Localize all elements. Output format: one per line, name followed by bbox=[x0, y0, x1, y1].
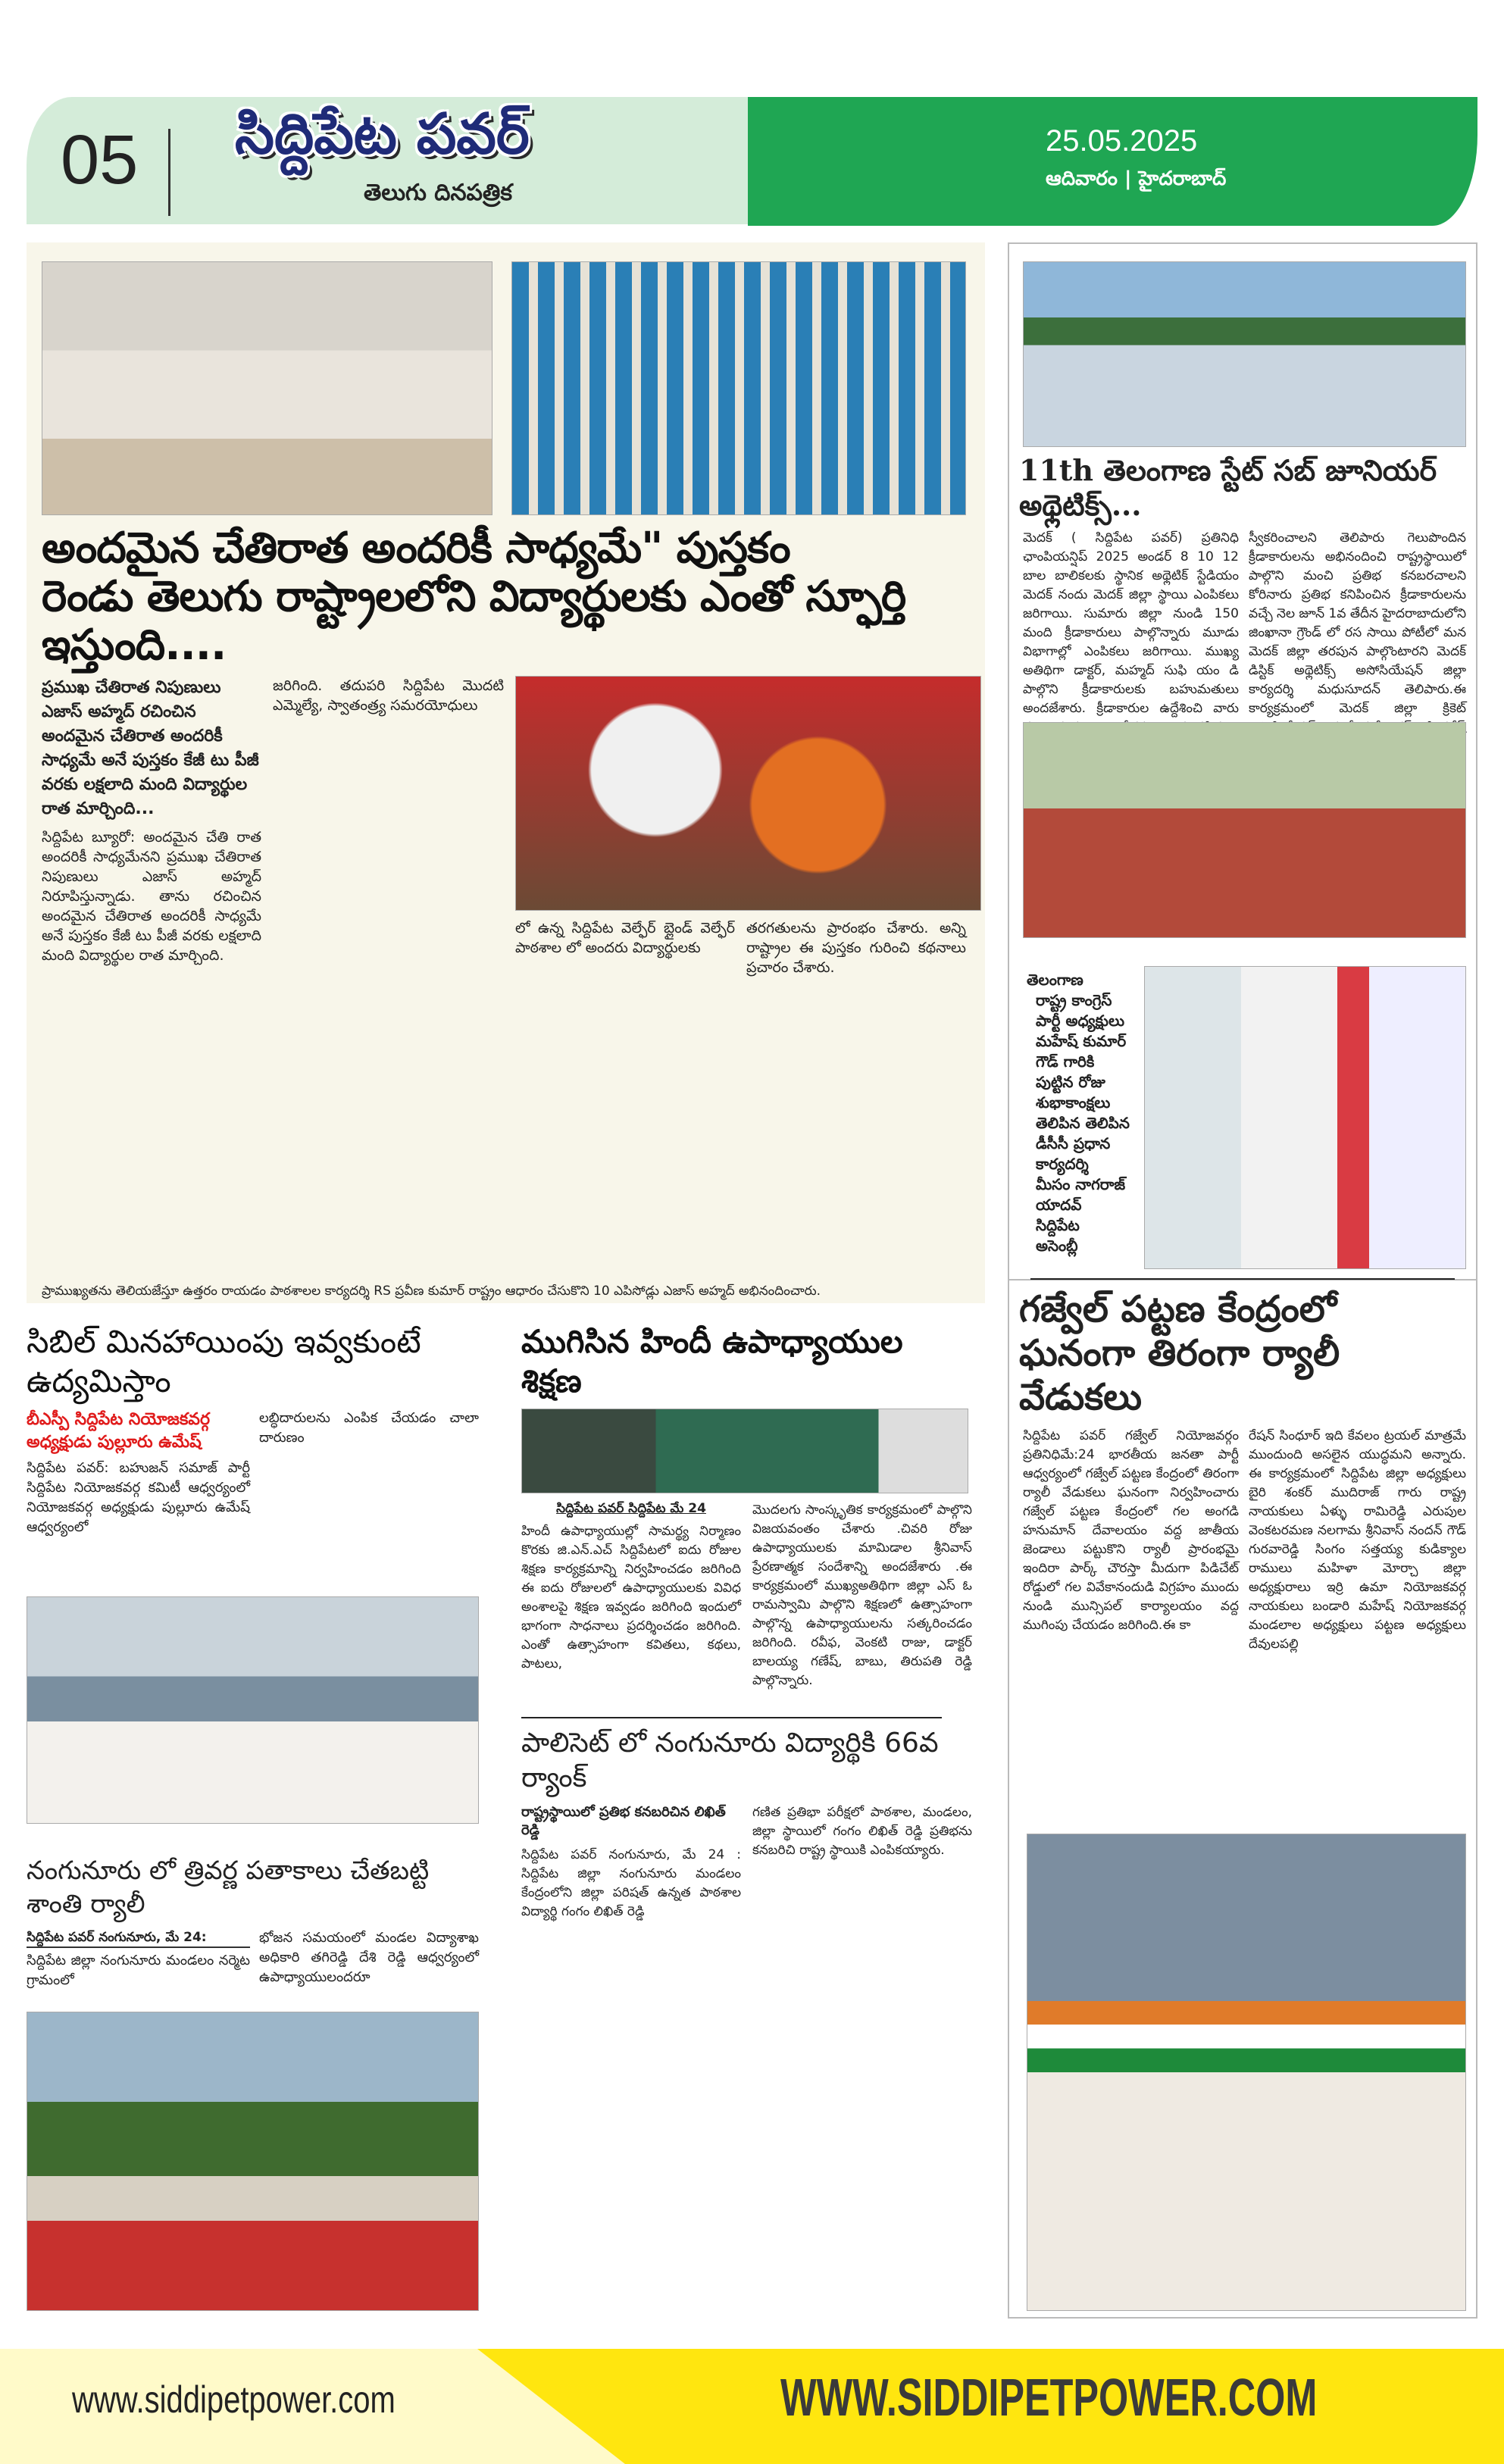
birthday-line: మహేష్ కుమార్ bbox=[1036, 1032, 1127, 1050]
hindi-headline: ముగిసిన హిందీ ఉపాధ్యాయుల శిక్షణ bbox=[521, 1323, 903, 1399]
cibil-body-col1: సిద్దిపేట పవర్: బహుజన్ సమాజ్ పార్టీ సిద్దిపేట నియోజకవర్గ కమిటీ ఆధ్వర్యంలో నియోజకవర్గ అధ్యక్షుడు పుల్లూరు ఉమేష్ ఆధ్వర్యంలో bbox=[27, 1460, 250, 1535]
polycet-body-col2: గణిత ప్రతిభా పరీక్షలో పాఠశాల, మండలం, జిల్లా స్థాయిలో గంగం లిఖిత్ రెడ్డి ప్రతిభను కనబరిచి రాష్ట్ర స్థాయికి ఎంపికయ్యారు. bbox=[752, 1805, 972, 1858]
page-number: 05 bbox=[61, 121, 139, 199]
photo-students-with-books bbox=[42, 261, 492, 515]
lead-headline-line1: అందమైన చేతిరాత అందరికీ సాధ్యమే" పుస్తకం bbox=[42, 524, 790, 573]
rally-body-col1: సిద్దిపేట జిల్లా నంగునూరు మండలం నర్మెట గ్రామంలో bbox=[27, 1953, 250, 1988]
birthday-line: రాష్ట్ర కాంగ్రెస్ bbox=[1036, 991, 1112, 1009]
lead-body-col4: తరగతులను ప్రారంభం చేశారు. అన్ని రాష్ట్రాల ఈ పుస్తకం గురించి కథనాలు ప్రచారం చేశారు. bbox=[746, 920, 966, 976]
cibil-body-col2: లబ్ధిదారులను ఎంపిక చేయడం చాలా దారుణం bbox=[259, 1410, 479, 1446]
hindi-col-a bbox=[521, 1501, 741, 1709]
birthday-line: డీసీసీ ప్రధాన bbox=[1036, 1134, 1111, 1152]
divider bbox=[168, 129, 170, 216]
rally-columns bbox=[27, 1928, 479, 2004]
athletics-columns bbox=[1019, 529, 1466, 716]
birthday-line: పార్టీ అధ్యక్షులు bbox=[1036, 1012, 1125, 1030]
photo-bsp-memorandum bbox=[27, 1596, 479, 1824]
lead-headline bbox=[42, 524, 981, 670]
footer-url-left[interactable]: www.siddipetpower.com bbox=[72, 2378, 396, 2421]
hindi-body-col1: హిందీ ఉపాధ్యాయుల్లో సామర్థ్య నిర్మాణం కొరకు జి.ఎన్.ఎచ్ సిద్దిపేటలో ఐదు రోజుల శిక్షణ కార్యక్రమాన్ని నిర్వహించడం జరిగింది ఈ ఐదు రోజులలో ఉపాధ్యాయులకు వివిధ అంశాలపై శిక్షణ ఇవ్వడం జరిగింది ఇందులో భాగంగా సాధనాలు ప్రదర్శించడం జరిగింది. ఎంతో ఉత్సాహంగా కవితలు, కథలు, పాటలు, bbox=[521, 1524, 741, 1671]
lead-body-col1: సిద్దిపేట బ్యూరో: అందమైన చేతి రాత అందరికీ సాధ్యమేనని ప్రముఖ చేతిరాత నిపుణులు ఎజాస్ అహ్మద్ నిరూపిస్తున్నాడు. తాను రచించిన అందమైన చేతిరాత అందరికీ సాధ్యమే అనే పుస్తకం కేజీ టు పీజీ వరకు లక్షలాది మంది విద్యార్థుల రాత మార్చింది. bbox=[42, 829, 261, 964]
lead-col-a bbox=[42, 676, 261, 1276]
masthead-logo: సిద్దిపేట పవర్ bbox=[235, 102, 530, 167]
polycet-columns bbox=[521, 1803, 974, 2311]
rally-headline: నంగునూరు లో త్రివర్ణ పతాకాలు చేతబట్టి శాంతి ర్యాలీ bbox=[27, 1856, 430, 1919]
lead-columns bbox=[42, 676, 981, 1276]
photo-athletes-group bbox=[1023, 261, 1466, 447]
gajwel-columns bbox=[1019, 1427, 1466, 1824]
hindi-body-col2: మొదలగు సాంస్కృతిక కార్యక్రమంలో పాల్గొని విజయవంతం చేశారు .చివరి రోజు ఉపాధ్యాయులకు మామిడాల శ్రీనివాస్ ప్రేరణాత్మక సందేశాన్ని అందజేశారు .ఈ కార్యక్రమంలో ముఖ్యఅతిథిగా జిల్లా ఎస్ ఓ రామస్వామి పాల్గొని శిక్షణలో ఉత్సాహంగా పాల్గొన్న ఉపాధ్యాయులను సత్కరించడం జరిగింది. రవీఫ, వెంకటి రాజు, డాక్టర్ బాలయ్య గణేష్, బాబు, తిరుపతి రెడ్డి పాల్గొన్నారు. bbox=[752, 1502, 972, 1688]
rally-body-col2: భోజన సమయంలో మండల విద్యాశాఖ అధికారి తగిరెడ్డి దేశి రెడ్డి ఆధ్వర్యంలో ఉపాధ్యాయులందరూ bbox=[259, 1930, 479, 1985]
gajwel-body-col2: రేషన్ సింధూర్ ఇది కేవలం ట్రయల్ మాత్రమే ముందుంది అసలైన యుద్ధమని అన్నారు. ఈ కార్యక్రమంలో సిద్దిపేట జిల్లా అధ్యక్షులు బైరి శంకర్ ముదిరాజ్ గారు రాష్ట్ర నాయకులు ఏళ్ళు రామిరెడ్డి ఎరుపుల వెంకటరమణ నలగామ శ్రీనివాస్ నందన్ గౌడ్ గురవారెడ్డి సింగం సత్తయ్య కుడిక్యాల రాములు మహిళా మోర్చా జిల్లా అధ్యక్షురాలు ఇర్రి ఉమా నియోజకవర్గ నాయకులు బండారి మహేష్ నియోజకవర్గ మండలాల అధ్యక్షులు పట్టణ అధ్యక్షులు దేవులపల్లి bbox=[1249, 1428, 1466, 1652]
hindi-byline: సిద్దిపేట పవర్ సిద్దిపేట మే 24 bbox=[556, 1501, 706, 1516]
birthday-line: తెలంగాణ bbox=[1027, 971, 1083, 989]
lead-headline-line2: రెండు తెలుగు రాష్ట్రాలలోని విద్యార్థులకు ఎంతో స్ఫూర్తి ఇస్తుంది.... bbox=[42, 572, 906, 670]
polycet-col-a bbox=[521, 1803, 741, 2311]
photo-track-race bbox=[1023, 722, 1466, 938]
photo-classroom-students bbox=[511, 261, 966, 515]
polycet-body-col1: సిద్దిపేట పవర్ నంగునూరు, మే 24 : సిద్దిపేట జిల్లా నంగునూరు మండలం కేంద్రంలోని జిల్లా పరిషత్ ఉన్నత పాఠశాల విద్యార్థి గంగం లిఖిత్ రెడ్డి bbox=[521, 1847, 741, 1919]
tagline: తెలుగు దినపత్రిక bbox=[364, 180, 512, 206]
birthday-line: తెలిపిన తెలిపిన bbox=[1036, 1114, 1130, 1132]
lead-body-col2: జరిగింది. తదుపరి సిద్దిపేట మొదటి ఎమ్మెల్యే, స్వాతంత్ర్య సమరయోధులు bbox=[273, 677, 504, 714]
gajwel-headline-line1: గజ్వేల్ పట్టణ కేంద్రంలో bbox=[1019, 1288, 1337, 1330]
athletics-headline: 11th తెలంగాణ స్టేట్ సబ్ జూనియర్ అథ్లెటిక్స్... bbox=[1019, 453, 1437, 522]
gajwel-headline-line2: ఘనంగా తిరంగా ర్యాలీ వేడుకలు bbox=[1019, 1332, 1340, 1418]
birthday-line: యాదవ్ bbox=[1036, 1196, 1082, 1214]
header-band-green bbox=[748, 97, 1477, 226]
photo-teacher-training bbox=[521, 1409, 968, 1493]
photo-tiranga-rally bbox=[1027, 1834, 1466, 2311]
birthday-line: సిద్దిపేట bbox=[1036, 1216, 1080, 1234]
issue-day-place: ఆదివారం | హైదరాబాద్ bbox=[1046, 167, 1227, 190]
birthday-wish-text bbox=[1027, 970, 1144, 1256]
birthday-line: మీసం నాగరాజ్ bbox=[1036, 1175, 1126, 1193]
athletics-flow bbox=[1019, 453, 1466, 938]
photo-award-ceremony bbox=[515, 676, 981, 911]
gajwel-flow bbox=[1019, 1278, 1466, 1824]
birthday-line: కార్యదర్శి bbox=[1036, 1155, 1089, 1173]
birthday-line: శుభాకాంక్షలు bbox=[1036, 1093, 1111, 1112]
rally-col-a bbox=[27, 1928, 250, 2004]
gajwel-body-col1: సిద్దిపేట పవర్ గజ్వేల్ నియోజవర్గం ప్రతినిధిమే:24 భారతీయ జనతా పార్టీ ఆధ్వర్యంలో గజ్వేల్ పట్టణ కేంద్రంలో తిరంగా ర్యాలీ వేడుకలు ఘనంగా నిర్వహించారు గజ్వేల్ పట్టణ కేంద్రంలో గల అంగడి హనుమాన్ దేవాలయం వద్ద జాతీయ జెండాలు పట్టుకొని ర్యాలీ ప్రారంభమై ఇందిరా పార్క్ చౌరస్తా మీదుగా పిడిచేట్ రోడ్డులో గల వివేకానందుడి విగ్రహం ముందు నుండి మున్సిపల్ కార్యాలయం వద్ద ముగింపు చేయడం జరిగింది.ఈ కా bbox=[1023, 1428, 1239, 1633]
lead-col-c bbox=[515, 676, 981, 1276]
polycet-subhead: రాష్ట్రస్థాయిలో ప్రతిభ కనబరిచిన లిఖిత్ రెడ్డి bbox=[521, 1804, 726, 1838]
footer-url-right[interactable]: WWW.SIDDIPETPOWER.COM bbox=[780, 2368, 1318, 2427]
polycet-headline: పాలిసెట్ లో నంగునూరు విద్యార్థికి 66వ ర్యాంక్ bbox=[521, 1728, 939, 1793]
lead-body-col3: లో ఉన్న సిద్దిపేట వెల్ఫేర్ బ్లైండ్ వెల్ఫేర్ పాఠశాల లో అందరు విద్యార్థులకు bbox=[515, 920, 735, 956]
athletics-body-col1: మెదక్ ( సిద్దిపేట పవర్) ప్రతినిధి ఛాంపియన్షిప్ 2025 అండర్ 8 10 12 బాల బాలికలకు స్థానిక అథ్లెటిక్ స్టేడియం మెదక్ నందు మెదక్ జిల్లా స్థాయి ఎంపికలు జరిగాయి. సుమారు జిల్లా నుండి 150 మంది క్రీడాకారులు పాల్గొన్నారు మూడు విభాగాల్లో ఎంపికలు జరిగాయి. ముఖ్య అతిథిగా డాక్టర్, మహ్మద్ సుఫి యం డి పాల్గొని క్రీడాకారులకు బహుమతులు అందజేశారు. క్రీడాకారుల ఉద్దేశించి వారు bbox=[1023, 530, 1239, 716]
birthday-line: అసెంబ్లీ bbox=[1036, 1237, 1078, 1255]
cibil-subhead: బీఎస్పీ సిద్దిపేట నియోజకవర్గ అధ్యక్షుడు పుల్లూరు ఉమేష్ bbox=[27, 1410, 210, 1452]
cibil-columns bbox=[27, 1409, 479, 1589]
birthday-line: పుట్టిన రోజు bbox=[1036, 1073, 1105, 1091]
issue-date: 25.05.2025 bbox=[1046, 124, 1198, 158]
hindi-columns bbox=[521, 1501, 974, 1709]
athletics-body-col2: స్వీకరించాలని తెలిపారు గెలుపొందిన క్రీడాకారులను అభినందించి రాష్ట్రస్థాయిలో పాల్గొని మంచి ప్రతిభ కనబరచాలని కోరినారు ప్రతిభ కనిపించిన క్రీడాకారులను వచ్చే నెల జూన్ 1వ తేదీన హైదరాబాదులోని జింఖానా గ్రౌండ్ లో రస సాయి పోటీలో మన మెదక్ జిల్లా తరపున పాల్గొంటారని మెదక్ డిస్టిక్ అథ్లెటిక్స్ అసోసియేషన్ జిల్లా కార్యదర్శి మధుసూదన్ తెలిపారు.ఈ కార్యక్రమంలో మెదక్ జిల్లా క్రికెట్ bbox=[1249, 530, 1466, 716]
photo-birthday-greeting bbox=[1144, 966, 1466, 1269]
middle-lower-flow bbox=[521, 1322, 974, 2311]
lead-story-flow bbox=[42, 524, 981, 1300]
photo-peace-rally bbox=[27, 2012, 479, 2311]
cibil-headline: సిబిల్ మినహాయింపు ఇవ్వకుంటే ఉద్యమిస్తాం bbox=[27, 1323, 421, 1399]
lead-summary: ప్రముఖ చేతిరాత నిపుణులు ఎజాస్ అహ్మద్ రచించిన అందమైన చేతిరాత అందరికీ సాధ్యమే అనే పుస్తకం కేజీ టు పీజీ వరకు లక్షలాది మంది విద్యార్థుల రాత మార్చింది... bbox=[42, 678, 259, 818]
gajwel-headline bbox=[1019, 1287, 1466, 1419]
rally-byline: సిద్దిపేట పవర్ నంగునూరు, మే 24: bbox=[27, 1928, 250, 1948]
divider bbox=[521, 1717, 942, 1718]
lead-col-c-text bbox=[515, 918, 981, 1276]
birthday-line: గౌడ్ గారికి bbox=[1036, 1052, 1095, 1071]
lead-closing-line: ప్రాముఖ్యతను తెలియజేస్తూ ఉత్తరం రాయడం పాఠశాలల కార్యదర్శి RS ప్రవీణ కుమార్ రాష్ట్రం ఆధారం చేసుకొని 10 ఎపిసోడ్లు ఎజాస్ అహ్మద్ అభినందించారు. bbox=[42, 1284, 821, 1299]
divider bbox=[1030, 1278, 1455, 1280]
cibil-col-a bbox=[27, 1409, 250, 1589]
left-lower-flow bbox=[27, 1322, 479, 2311]
